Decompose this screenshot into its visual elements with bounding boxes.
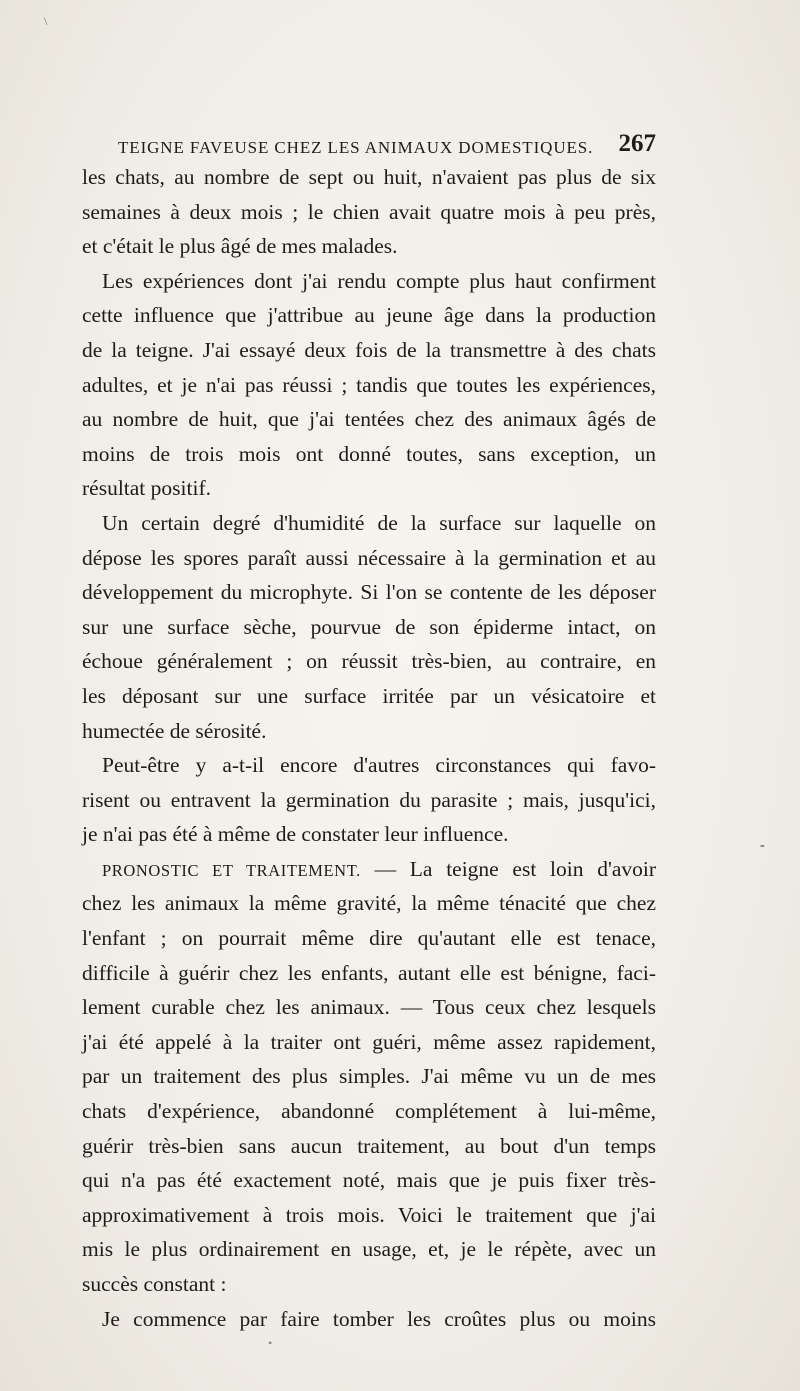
text-line: sur une surface sèche, pourvue de son épiderme intact, on <box>82 614 656 639</box>
paragraph-start-line: Les expériences dont j'ai rendu compte plus haut confirment <box>102 268 656 293</box>
text-line: et c'était le plus âgé de mes malades. <box>82 234 398 259</box>
text-line: au nombre de huit, que j'ai tentées chez des animaux âgés de <box>82 407 656 432</box>
text-line: les chats, au nombre de sept ou huit, n'avaient pas plus de six <box>82 165 656 189</box>
text-line: qui n'a pas été exactement noté, mais que je puis fixer très- <box>82 1168 656 1193</box>
text-line: résultat positif. <box>82 476 211 501</box>
running-title: TEIGNE FAVEUSE CHEZ LES ANIMAUX DOMESTIQUES. <box>118 138 594 157</box>
text-line: cette influence que j'attribue au jeune âge dans la production <box>82 303 656 328</box>
page-header <box>118 130 656 164</box>
page-number: 267 <box>618 130 656 157</box>
text-line: chez les animaux la même gravité, la même ténacité que chez <box>82 891 656 916</box>
paragraph-start-line: Un certain degré d'humidité de la surface sur laquelle on <box>102 510 656 535</box>
text-line: approximativement à trois mois. Voici le traitement que j'ai <box>82 1202 656 1227</box>
text-line: guérir très-bien sans aucun traitement, au bout d'un temps <box>82 1133 656 1158</box>
paragraph-start-line: Je commence par faire tomber les croûtes plus ou moins <box>102 1306 656 1331</box>
body-text <box>82 160 656 1336</box>
text-line: de la teigne. J'ai essayé deux fois de la transmettre à des chats <box>82 337 656 362</box>
text-line: moins de trois mois ont donné toutes, sans exception, un <box>82 441 656 466</box>
text-line: j'ai été appelé à la traiter ont guéri, même assez rapidement, <box>82 1029 656 1054</box>
text-line: succès constant : <box>82 1272 227 1296</box>
text-line: risent ou entravent la germination du parasite ; mais, jusqu'ici, <box>82 787 656 812</box>
text-line: difficile à guérir chez les enfants, autant elle est bénigne, faci- <box>82 960 656 985</box>
text-line: par un traitement des plus simples. J'ai même vu un de mes <box>82 1064 656 1089</box>
section-heading-line <box>82 852 656 887</box>
stray-mark-top: \ <box>44 14 48 28</box>
text-line: lement curable chez les animaux. — Tous ceux chez lesquels <box>82 995 656 1020</box>
text-line: je n'ai pas été à même de constater leur influence. <box>82 822 509 847</box>
section-heading: PRONOSTIC ET TRAITEMENT. <box>102 860 361 880</box>
stray-dot-mark: • <box>268 1336 273 1350</box>
text-line: échoue généralement ; on réussit très-bien, au contraire, en <box>82 649 656 674</box>
paragraph-start-line: Peut-être y a-t-il encore d'autres circonstances qui favo- <box>102 753 656 778</box>
text-line: semaines à deux mois ; le chien avait quatre mois à peu près, <box>82 199 656 224</box>
section-heading-text: — La teigne est loin d'avoir <box>360 856 656 881</box>
text-line: adultes, et je n'ai pas réussi ; tandis que toutes les expériences, <box>82 372 656 397</box>
text-line: humectée de sérosité. <box>82 718 267 743</box>
text-line: l'enfant ; on pourrait même dire qu'autant elle est tenace, <box>82 926 656 951</box>
margin-dash-mark: - <box>760 838 765 853</box>
text-line: développement du microphyte. Si l'on se contente de les déposer <box>82 580 656 605</box>
text-line: mis le plus ordinairement en usage, et, je le répète, avec un <box>82 1237 656 1262</box>
text-line: chats d'expérience, abandonné complétement à lui-même, <box>82 1099 656 1124</box>
text-line: dépose les spores paraît aussi nécessaire à la germination et au <box>82 545 656 570</box>
text-line: les déposant sur une surface irritée par un vésicatoire et <box>82 683 656 708</box>
